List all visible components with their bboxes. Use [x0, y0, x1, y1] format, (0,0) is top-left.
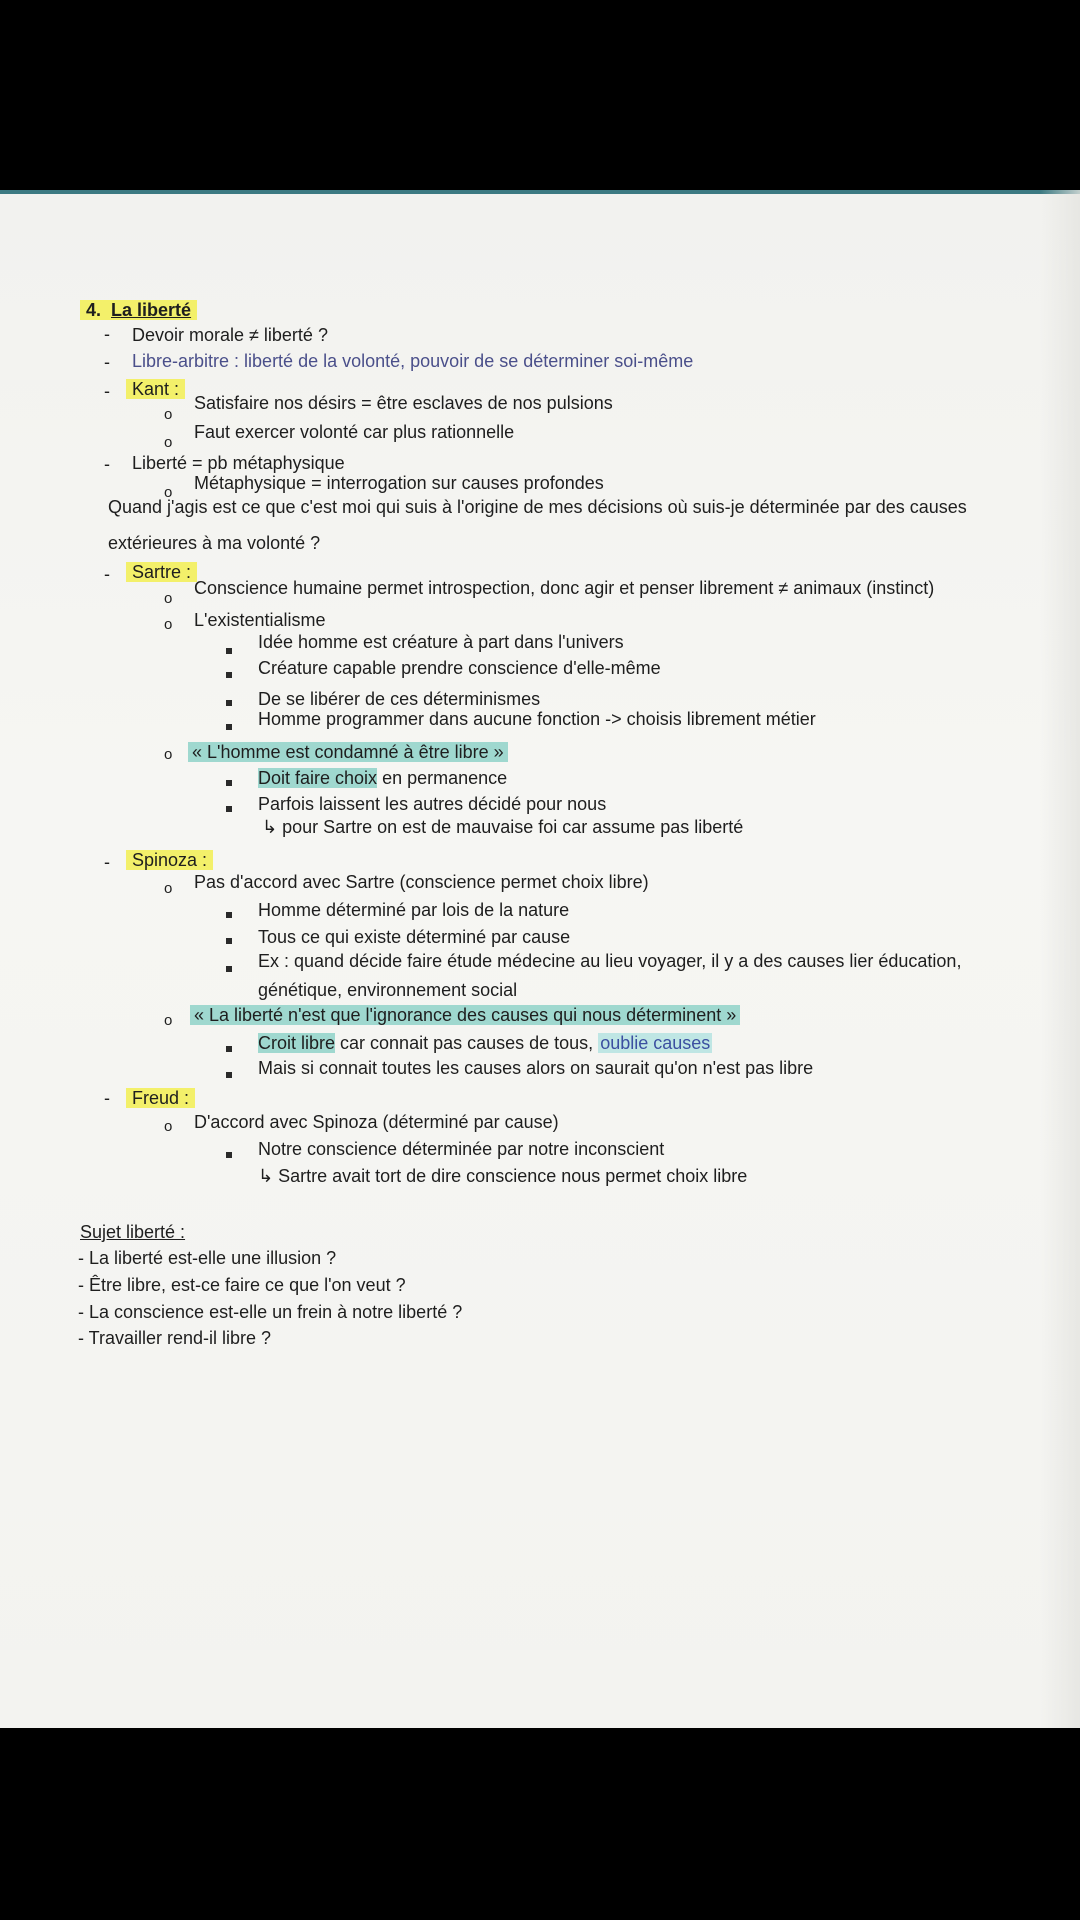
line-sartre-3a: Doit faire choix en permanence [258, 768, 508, 788]
heading-spinoza: Spinoza : [126, 849, 213, 871]
quote-spinoza: « La liberté n'est que l'ignorance des causes qui nous déterminent » [190, 1004, 740, 1026]
line-sartre-2b: Créature capable prendre conscience d'elle-même [258, 658, 661, 678]
square-marker [226, 1152, 232, 1158]
circle-marker: o [164, 590, 173, 607]
sujet-item: - La conscience est-elle un frein à notre liberté ? [78, 1302, 463, 1322]
line-freud-1: D'accord avec Spinoza (déterminé par cause) [194, 1112, 559, 1132]
line-spinoza-1b: Tous ce qui existe déterminé par cause [258, 927, 571, 947]
square-marker [226, 648, 232, 654]
line-spinoza-2a: Croit libre car connait pas causes de tous, oublie causes [258, 1033, 711, 1053]
line-freud-1a: Notre conscience déterminée par notre inconscient [258, 1139, 665, 1159]
line-sartre-3c: ↳ pour Sartre on est de mauvaise foi car assume pas liberté [262, 817, 744, 837]
square-marker [226, 724, 232, 730]
dash-marker: - [104, 1088, 110, 1108]
line-sartre-2d: Homme programmer dans aucune fonction -> choisis librement métier [258, 709, 816, 729]
line-spinoza-1c-1: Ex : quand décide faire étude médecine au lieu voyager, il y a des causes lier éducation, [258, 951, 962, 971]
square-marker [226, 700, 232, 706]
line-spinoza-1a: Homme déterminé par lois de la nature [258, 900, 570, 920]
heading-kant: Kant : [126, 378, 185, 400]
dash-marker: - [104, 352, 110, 372]
square-marker [226, 806, 232, 812]
line-kant-2: Faut exercer volonté car plus rationnelle [194, 422, 515, 442]
section-heading: 4. La liberté [80, 299, 197, 321]
sujets-title: Sujet liberté : [80, 1222, 186, 1242]
line-spinoza-2b: Mais si connait toutes les causes alors on saurait qu'on n'est pas libre [258, 1058, 814, 1078]
circle-marker: o [164, 484, 173, 501]
line-sartre-2: L'existentialisme [194, 610, 326, 630]
circle-marker: o [164, 880, 173, 897]
line-kant-1: Satisfaire nos désirs = être esclaves de nos pulsions [194, 393, 613, 413]
line-sartre-2a: Idée homme est créature à part dans l'univers [258, 632, 624, 652]
circle-marker: o [164, 1012, 173, 1029]
circle-marker: o [164, 746, 173, 763]
line-libre-arbitre: Libre-arbitre : liberté de la volonté, pouvoir de se déterminer soi-même [132, 351, 694, 371]
line-freud-1b: ↳ Sartre avait tort de dire conscience nous permet choix libre [258, 1166, 748, 1186]
square-marker [226, 1046, 232, 1052]
sujet-item: - Travailler rend-il libre ? [78, 1328, 272, 1348]
top-strip [0, 190, 1080, 194]
circle-marker: o [164, 1118, 173, 1135]
sujet-item: - Être libre, est-ce faire ce que l'on veut ? [78, 1275, 406, 1295]
square-marker [226, 672, 232, 678]
sujet-item: - La liberté est-elle une illusion ? [78, 1248, 337, 1268]
line-sartre-2c: De se libérer de ces déterminismes [258, 689, 541, 709]
line-sartre-3b: Parfois laissent les autres décidé pour nous [258, 794, 607, 814]
line-quand-2: extérieures à ma volonté ? [108, 533, 321, 553]
dash-marker: - [104, 852, 110, 872]
circle-marker: o [164, 406, 173, 423]
square-marker [226, 966, 232, 972]
square-marker [226, 1072, 232, 1078]
circle-marker: o [164, 434, 173, 451]
quote-sartre: « L'homme est condamné à être libre » [188, 741, 508, 763]
square-marker [226, 912, 232, 918]
line-spinoza-1c-2: génétique, environnement social [258, 980, 518, 1000]
page-edge [1040, 190, 1080, 1728]
square-marker [226, 938, 232, 944]
dash-marker: - [104, 324, 110, 344]
dash-marker: - [104, 564, 110, 584]
line-sartre-1: Conscience humaine permet introspection, donc agir et penser librement ≠ animaux (instinct) [194, 578, 935, 598]
heading-freud: Freud : [126, 1087, 195, 1109]
line-quand-1: Quand j'agis est ce que c'est moi qui suis à l'origine de mes décisions où suis-je déterminée par des causes [108, 497, 967, 517]
line-devoir: Devoir morale ≠ liberté ? [132, 325, 328, 345]
square-marker [226, 780, 232, 786]
line-liberte-pb: Liberté = pb métaphysique [132, 453, 345, 473]
line-spinoza-1: Pas d'accord avec Sartre (conscience permet choix libre) [194, 872, 649, 892]
dash-marker: - [104, 381, 110, 401]
circle-marker: o [164, 616, 173, 633]
dash-marker: - [104, 454, 110, 474]
heading-sartre: Sartre : [126, 561, 197, 583]
line-metaphysique: Métaphysique = interrogation sur causes profondes [194, 473, 604, 493]
